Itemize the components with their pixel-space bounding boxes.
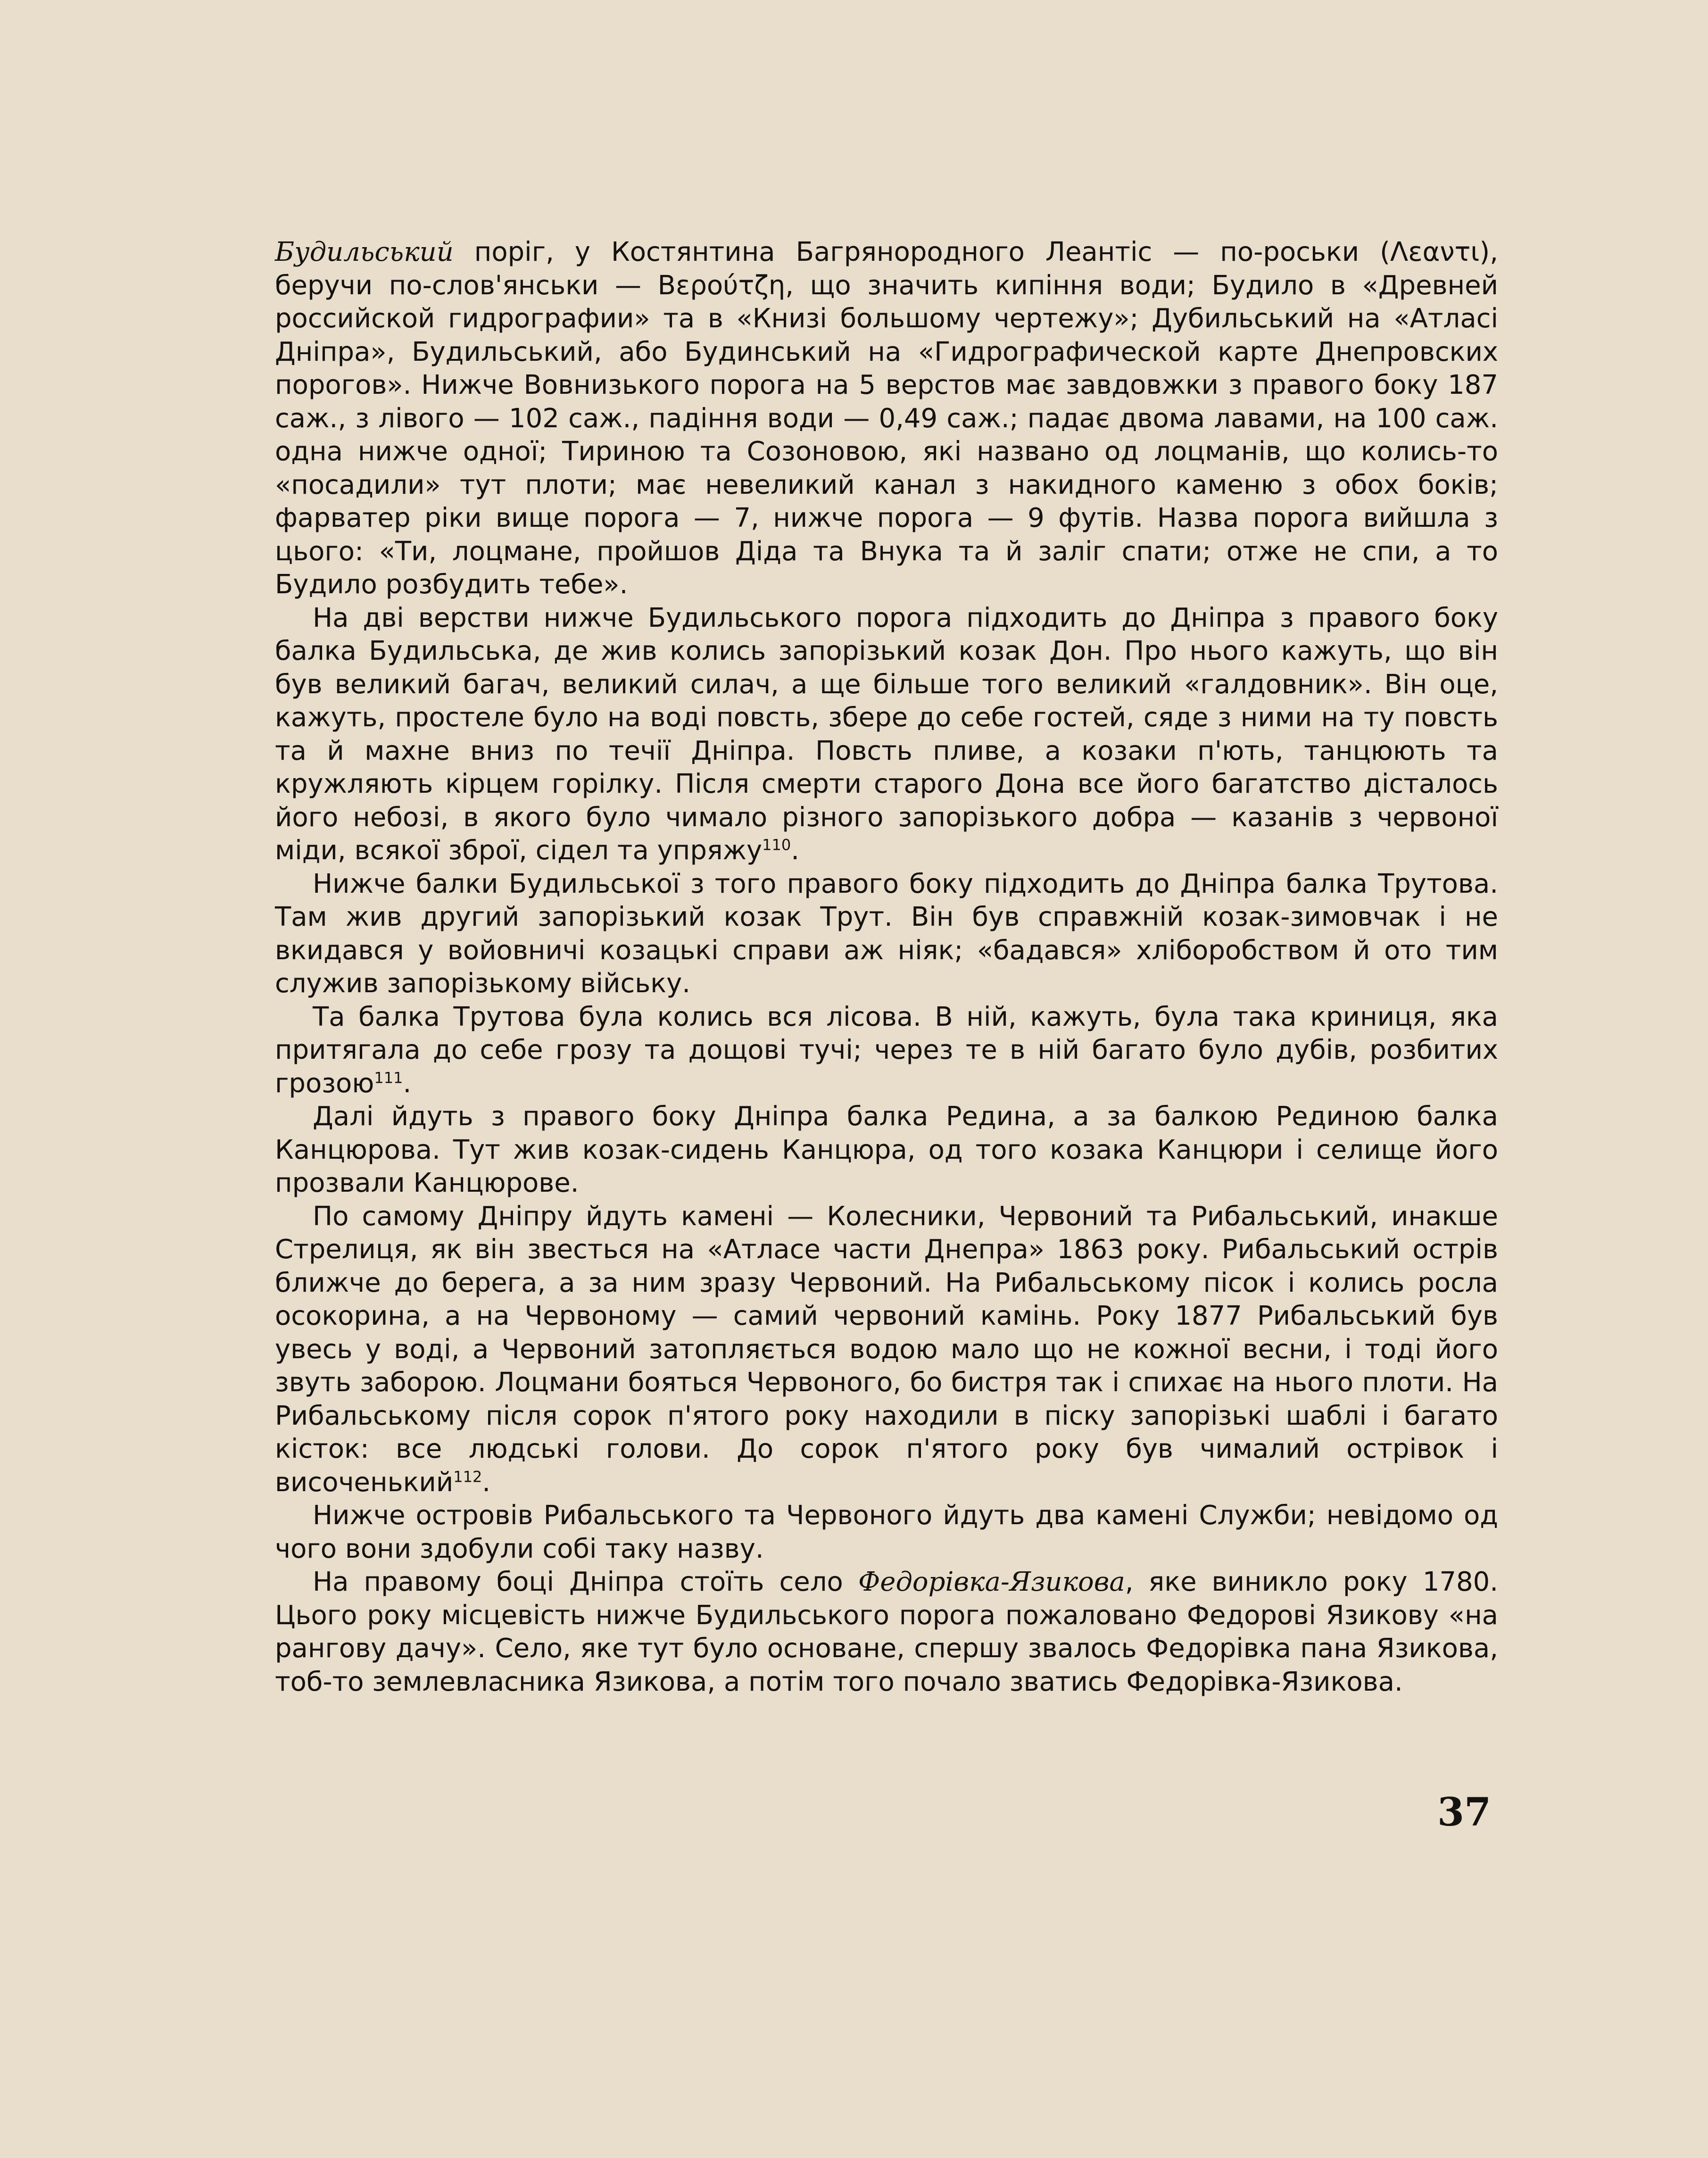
footnote-ref: 112 <box>453 1467 482 1486</box>
paragraph <box>275 1499 1498 1566</box>
italic-name: Федорівка-Язикова <box>858 1567 1125 1597</box>
paragraph <box>275 602 1498 868</box>
paragraph-text: . <box>791 835 800 866</box>
footnote-ref: 111 <box>374 1068 403 1087</box>
paragraph <box>275 1566 1498 1699</box>
paragraph-text: На дві верстви нижче Будильського порога підходить до Дніпра з правого боку балка Будильська, де жив колись запорізький козак Дон. Про нього кажуть, що він був великий багач, великий силач, а ще більше того великий «галдовник». Він оце, кажуть, простеле було на воді повсть, збере до себе гостей, сяде з ними на ту повсть та й махне вниз по течії Дніпра. Повсть пливе, а козаки п'ють, танцюють та кружляють кірцем горілку. Після смерти старого Дона все його багатство дісталось його небозі, в якого було чимало різного запорізького добра — казанів з червоної міди, всякої зброї, сідел та упряжу <box>275 602 1498 866</box>
italic-name: Будильський <box>275 237 454 267</box>
paragraph <box>275 1100 1498 1200</box>
paragraph-text: , яке виникло року 1780. Цього року місцевість нижче Будильського порога пожаловано Федорові Язикову «на рангову дачу». Село, яке тут було основане, спершу звалось Федорівка пана Язикова, тоб-то землевласника Язикова, а потім того почало зватись Федорівка-Язикова. <box>275 1567 1499 1697</box>
paragraph-text: Нижче балки Будильської з того правого боку підходить до Дніпра балка Трутова. Там жив другий запорізький козак Трут. Він був справжній козак-зимовчак і не вкидався у войовничі козацькі справи аж ніяк; «бадався» хліборобством й ото тим служив запорізькому війську. <box>275 868 1498 999</box>
paragraph-text: По самому Дніпру йдуть камені — Колесники, Червоний та Рибальський, инакше Стрелиця, як він звесться на «Атласе части Днепра» 1863 року. Рибальський острів ближче до берега, а за ним зразу Червоний. На Рибальському пісок і колись росла осокорина, а на Червоному — самий червоний камінь. Року 1877 Рибальський був увесь у воді, а Червоний затопляється водою мало що не кожної весни, і тоді його звуть заборою. Лоцмани бояться Червоного, бо бистря так і спихає на нього плоти. На Рибальському після сорок п'ятого року находили в піску запорізькі шаблі і багато кісток: все людські голови. До сорок п'ятого року був чималий острівок і височенький <box>275 1201 1498 1498</box>
paragraph-text: . <box>403 1068 412 1099</box>
paragraph-text: Далі йдуть з правого боку Дніпра балка Редина, а за балкою Рединою балка Канцюрова. Тут жив козак-сидень Канцюра, од того козака Канцюри і селище його прозвали Канцюрове. <box>275 1101 1498 1198</box>
footnote-ref: 110 <box>762 836 791 854</box>
paragraph <box>275 236 1498 602</box>
paragraph-text: Та балка Трутова була колись вся лісова. В ній, кажуть, була така криниця, яка притягала до себе грозу та дощові тучі; через те в ній багато було дубів, розбитих грозою <box>275 1001 1498 1099</box>
paragraph <box>275 868 1498 1001</box>
paragraph <box>275 1200 1498 1500</box>
page-number: 37 <box>1437 1790 1492 1835</box>
paragraph-text: . <box>482 1467 491 1498</box>
text-block <box>275 236 1498 1699</box>
paragraph-text: поріг, у Костянтина Багрянородного Леантіс — по-роськи (Λεαντι), беручи по-слов'янськи — Βερούτζη, що значить кипіння води; Будило в «Древней российской гидрографии» та в «Книзі большому чертежу»; Дубильський на «Атласі Дніпра», Будильський, або Будинський на «Гидрографической карте Днепровских порогов». Нижче Вовнизького порога на 5 верстов має завдовжки з правого боку 187 саж., з лівого — 102 саж., падіння води — 0,49 саж.; падає двома лавами, на 100 саж. одна нижче одної; Тириною та Созоновою, які названо од лоцманів, що колись-то «посадили» тут плоти; має невеликий канал з накидного каменю з обох боків; фарватер ріки вище порога — 7, нижче порога — 9 футів. Назва порога вийшла з цього: «Ти, лоцмане, пройшов Діда та Внука та й заліг спати; отже не спи, а то Будило розбудить тебе». <box>275 237 1498 600</box>
paragraph-text: Нижче островів Рибальського та Червоного йдуть два камені Служби; невідомо од чого вони здобули собі таку назву. <box>275 1500 1498 1564</box>
paragraph-text: На правому боці Дніпра стоїть село <box>313 1567 858 1597</box>
paragraph <box>275 1001 1498 1101</box>
